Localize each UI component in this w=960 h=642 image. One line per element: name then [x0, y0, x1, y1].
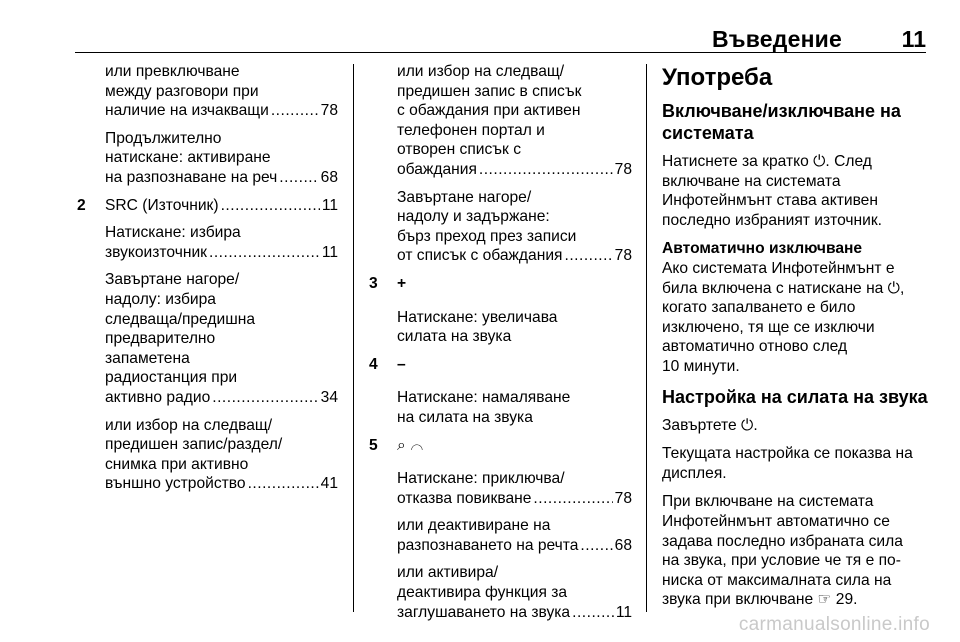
subsection-heading: Автоматично изключване — [662, 240, 863, 258]
list-item: Натискане: приключва/ отказва повикване ..... 78 — [367, 469, 632, 508]
list-item: Натискане: избира звукоизточник ..... 11 — [75, 223, 338, 262]
list-item: Продължително натискане: активиране на разпознаване на реч ..... 68 — [75, 129, 338, 188]
list-item: Завъртане нагоре/ надолу и задържане: бърз преход през записи от списък с обаждания ..... 78 — [367, 188, 632, 266]
page-reference: на разпознаване на реч ..... 68 — [105, 168, 338, 188]
item-number: 3 — [369, 274, 378, 292]
page-reference: звукоизточник ..... 11 — [105, 243, 338, 263]
page-reference: SRC (Източник) ..... 11 — [105, 196, 338, 216]
watermark: carmanualsonline.info — [738, 614, 930, 635]
paragraph: Натиснете за кратко ⏻. След включване на системата Инфотейнмънт става активен последно избраният източник. — [662, 153, 883, 229]
column-divider-2 — [646, 64, 647, 612]
voice-hangup-icon: ⌕ ⌒ — [397, 435, 424, 454]
item-number: 2 — [77, 196, 86, 214]
column-3 — [662, 62, 932, 619]
paragraph: Завъртете ⏻. — [662, 416, 758, 434]
page-reference: наличие на изчакващи ..... 78 — [105, 101, 338, 121]
page-reference: външно устройство ..... 41 — [105, 474, 338, 494]
list-item: Натискане: увеличава силата на звука — [397, 308, 558, 346]
list-item — [367, 436, 632, 456]
chapter-heading: Употреба — [662, 64, 773, 91]
item-number: 5 — [369, 436, 378, 454]
list-item: Завъртане нагоре/ надолу: избира следваща/предишна предварително запаметена радиостанция при активно радио ..... 34 — [75, 270, 338, 407]
item-number: 4 — [369, 355, 378, 373]
list-item — [367, 355, 632, 375]
list-item — [75, 196, 338, 216]
page-reference: отказва повикване ..... 78 — [397, 489, 632, 509]
list-item: Натискане: намаляване на силата на звука — [397, 389, 571, 426]
page-reference: от списък с обаждания ..... 78 — [397, 246, 632, 266]
page-reference: заглушаването на звука ..... 11 — [397, 603, 632, 623]
header-divider — [75, 52, 926, 53]
column-1 — [75, 62, 338, 502]
list-item: или превключване между разговори при наличие на изчакващи ..... 78 — [75, 62, 338, 121]
list-item — [367, 274, 632, 294]
list-item: или деактивиране на разпознаването на речта ..... 68 — [367, 516, 632, 555]
list-item: или избор на следващ/ предишен запис в списък с обаждания при активен телефонен портал и отворен списък с обаждания ..... 78 — [367, 62, 632, 180]
column-2 — [367, 62, 632, 630]
list-item: или активира/ деактивира функция за заглушаването на звука ..... 11 — [367, 563, 632, 622]
plus-icon: + — [397, 274, 407, 292]
minus-icon: – — [397, 355, 406, 373]
page-reference: разпознаването на речта ..... 68 — [397, 536, 632, 556]
paragraph: При включване на системата Инфотейнмънт автоматично се задава последно избраната сила на звука, при условие че тя е по- ниска от максималната сила на звука при включване ☞ 29. — [662, 493, 903, 609]
paragraph: Ако системата Инфотейнмънт е била включена с натискане на ⏻, когато запалването е било изключено, тя ще се изключи автоматично отново след 10 минути. — [662, 259, 905, 375]
page-reference: активно радио ..... 34 — [105, 388, 338, 408]
section-title: Въведение — [711, 26, 842, 52]
column-divider-1 — [353, 64, 354, 612]
list-item: или избор на следващ/ предишен запис/раздел/ снимка при активно външно устройство ..... 41 — [75, 416, 338, 494]
page-reference: обаждания ..... 78 — [397, 160, 632, 180]
section-heading: Настройка на силата на звука — [662, 386, 928, 407]
section-heading: Включване/изключване на системата — [662, 101, 901, 143]
paragraph: Текущата настройка се показва на дисплея. — [662, 445, 913, 482]
page-number: 11 — [901, 26, 926, 52]
